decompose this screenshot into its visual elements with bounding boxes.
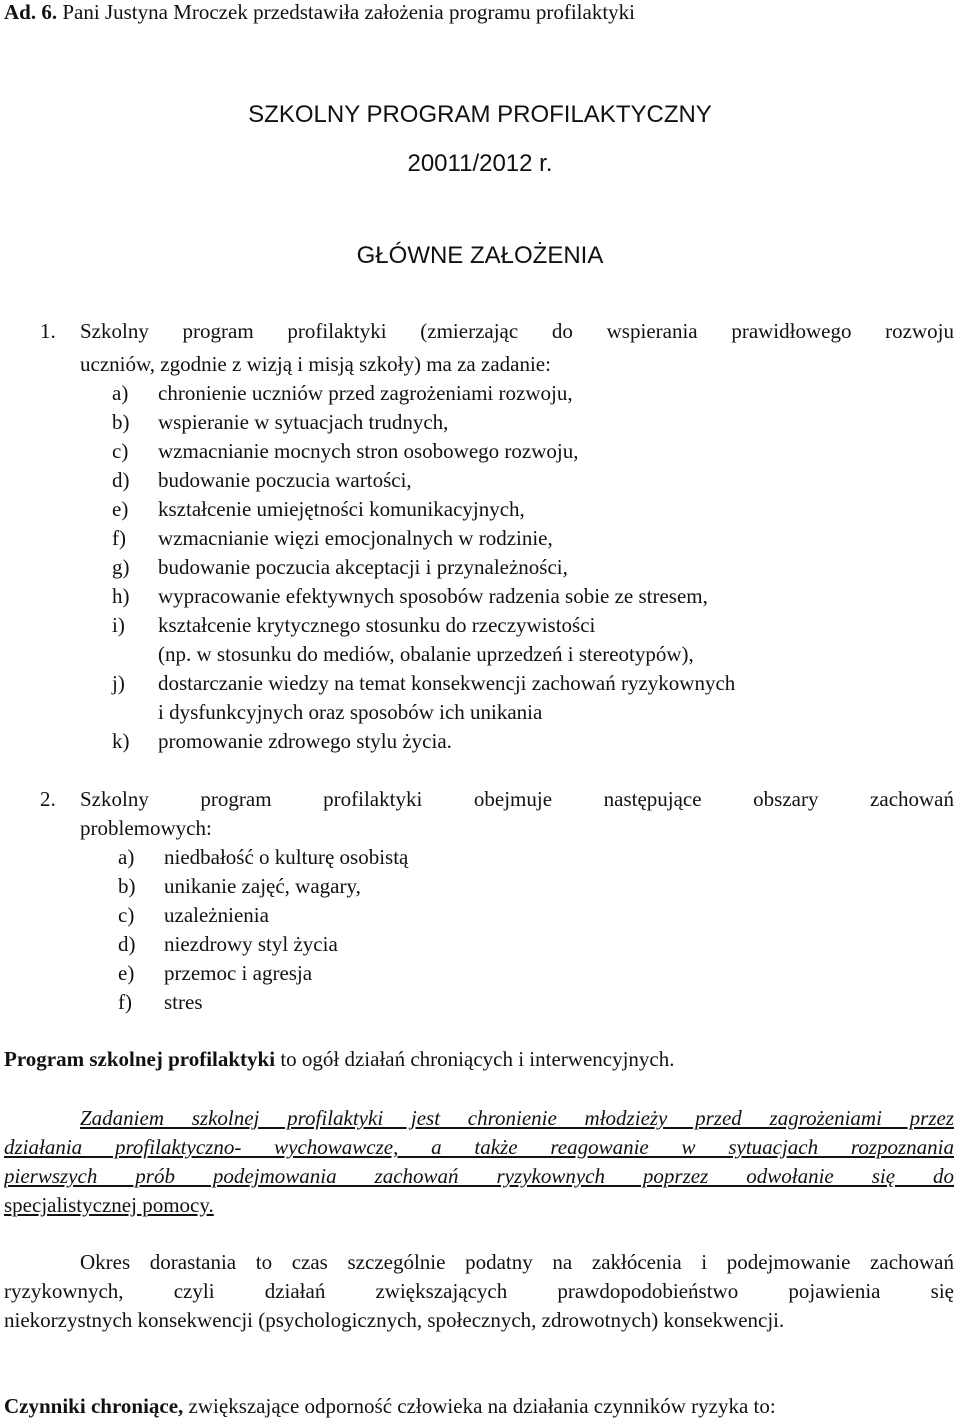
list-item: [112, 497, 525, 522]
list-item-label: h): [112, 584, 130, 608]
list-item-label: e): [118, 961, 135, 985]
list-item-text: niezdrowy styl życia: [164, 932, 338, 956]
list-item-text: wspieranie w sytuacjach trudnych,: [158, 410, 449, 434]
list-item-label: f): [112, 526, 126, 550]
list-item-text: wzmacnianie mocnych stron osobowego rozwoju,: [158, 439, 579, 463]
header-number: Ad. 6.: [4, 0, 58, 24]
task-paragraph-line-1: Zadaniem szkolnej profilaktyki jest chronienie młodzieży przed zagrożeniami przez: [80, 1106, 954, 1130]
list-item-text: budowanie poczucia akceptacji i przynależności,: [158, 555, 568, 579]
adolescence-paragraph-line-1: Okres dorastania to czas szczególnie podatny na zakłócenia i podejmowanie zachowań: [80, 1250, 954, 1274]
list-item: [112, 613, 595, 638]
list-item-text: stres: [164, 990, 203, 1014]
program-year: 20011/2012 r.: [407, 150, 553, 177]
list-item: [112, 671, 735, 696]
list-item-continuation: [112, 642, 694, 667]
protective-factors: [4, 1394, 776, 1419]
list-item-text: uzależnienia: [164, 903, 269, 927]
list-item-label: g): [112, 555, 130, 579]
list-item-text: wypracowanie efektywnych sposobów radzenia sobie ze stresem,: [158, 584, 708, 608]
list-item-text: budowanie poczucia wartości,: [158, 468, 412, 492]
list-item-text: dostarczanie wiedzy na temat konsekwencji zachowań ryzykownych: [158, 671, 736, 695]
program-definition: [4, 1047, 675, 1072]
section-2-number: 2.: [40, 787, 56, 811]
program-definition-term: Program szkolnej profilaktyki: [4, 1047, 276, 1071]
list-item-label: e): [112, 497, 129, 521]
list-item-label: c): [118, 903, 135, 927]
list-item-label: b): [112, 410, 130, 434]
section-2-intro-line-1: Szkolny program profilaktyki obejmuje następujące obszary zachowań: [80, 787, 954, 811]
list-item-label: c): [112, 439, 129, 463]
list-item-text: kształcenie krytycznego stosunku do rzeczywistości: [158, 613, 596, 637]
list-item-label: j): [112, 671, 125, 695]
list-item-label: a): [118, 845, 135, 869]
list-item-label: k): [112, 729, 130, 753]
list-item-label: d): [112, 468, 130, 492]
section-1-number: 1.: [40, 319, 56, 343]
list-item-text: (np. w stosunku do mediów, obalanie uprzedzeń i stereotypów),: [158, 642, 694, 666]
list-item: [112, 729, 452, 754]
list-item: [118, 874, 361, 899]
task-paragraph-line-2: działania profilaktyczno- wychowawcze, a także reagowanie w sytuacjach rozpoznania: [4, 1135, 954, 1159]
task-paragraph-line-3: pierwszych prób podejmowania zachowań ryzykownych poprzez odwołanie się do: [4, 1164, 954, 1188]
list-item: [118, 903, 269, 928]
list-item: [118, 961, 312, 986]
adolescence-paragraph-line-3: niekorzystnych konsekwencji (psychologicznych, społecznych, zdrowotnych) konsekwencji.: [4, 1308, 785, 1332]
section-1-intro-line-1: Szkolny program profilaktyki (zmierzając do wspierania prawidłowego rozwoju: [80, 319, 954, 343]
program-definition-text: to ogół działań chroniących i interwencyjnych.: [275, 1047, 675, 1071]
list-item-label: f): [118, 990, 132, 1014]
list-item-text: niedbałość o kulturę osobistą: [164, 845, 409, 869]
list-item-text: wzmacnianie więzi emocjonalnych w rodzinie,: [158, 526, 553, 550]
list-item: [118, 932, 338, 957]
list-item-text: unikanie zajęć, wagary,: [164, 874, 361, 898]
task-paragraph-line-4: specjalistycznej pomocy.: [4, 1193, 214, 1217]
program-title: SZKOLNY PROGRAM PROFILAKTYCZNY: [248, 101, 712, 128]
list-item: [112, 526, 553, 551]
list-item-text: kształcenie umiejętności komunikacyjnych,: [158, 497, 525, 521]
protective-factors-term: Czynniki chroniące,: [4, 1394, 184, 1418]
list-item-label: b): [118, 874, 136, 898]
list-item-text: przemoc i agresja: [164, 961, 313, 985]
list-item: [118, 845, 408, 870]
list-item-text: promowanie zdrowego stylu życia.: [158, 729, 452, 753]
adolescence-paragraph-line-2: ryzykownych, czyli działań zwiększających prawdopodobieństwo pojawienia się: [4, 1279, 954, 1303]
list-item-text: i dysfunkcyjnych oraz sposobów ich unikania: [158, 700, 543, 724]
list-item-label: a): [112, 381, 129, 405]
list-item: [112, 468, 412, 493]
list-item-continuation: [112, 700, 542, 725]
list-item: [112, 439, 578, 464]
list-item-text: chronienie uczniów przed zagrożeniami rozwoju,: [158, 381, 573, 405]
section-2-intro-line-2: problemowych:: [80, 816, 212, 840]
list-item: [112, 410, 448, 435]
header-text: Pani Justyna Mroczek przedstawiła założenia programu profilaktyki: [62, 0, 635, 24]
header-line: [4, 0, 635, 25]
section-1-intro-line-2: uczniów, zgodnie z wizją i misją szkoły) ma za zadanie:: [80, 352, 551, 376]
list-item: [118, 990, 203, 1015]
list-item: [112, 381, 573, 406]
list-item: [112, 555, 568, 580]
list-item-label: i): [112, 613, 125, 637]
protective-factors-text: zwiększające odporność człowieka na działania czynników ryzyka to:: [183, 1394, 776, 1418]
main-assumptions-heading: GŁÓWNE ZAŁOŻENIA: [356, 242, 604, 269]
list-item-label: d): [118, 932, 136, 956]
list-item: [112, 584, 708, 609]
